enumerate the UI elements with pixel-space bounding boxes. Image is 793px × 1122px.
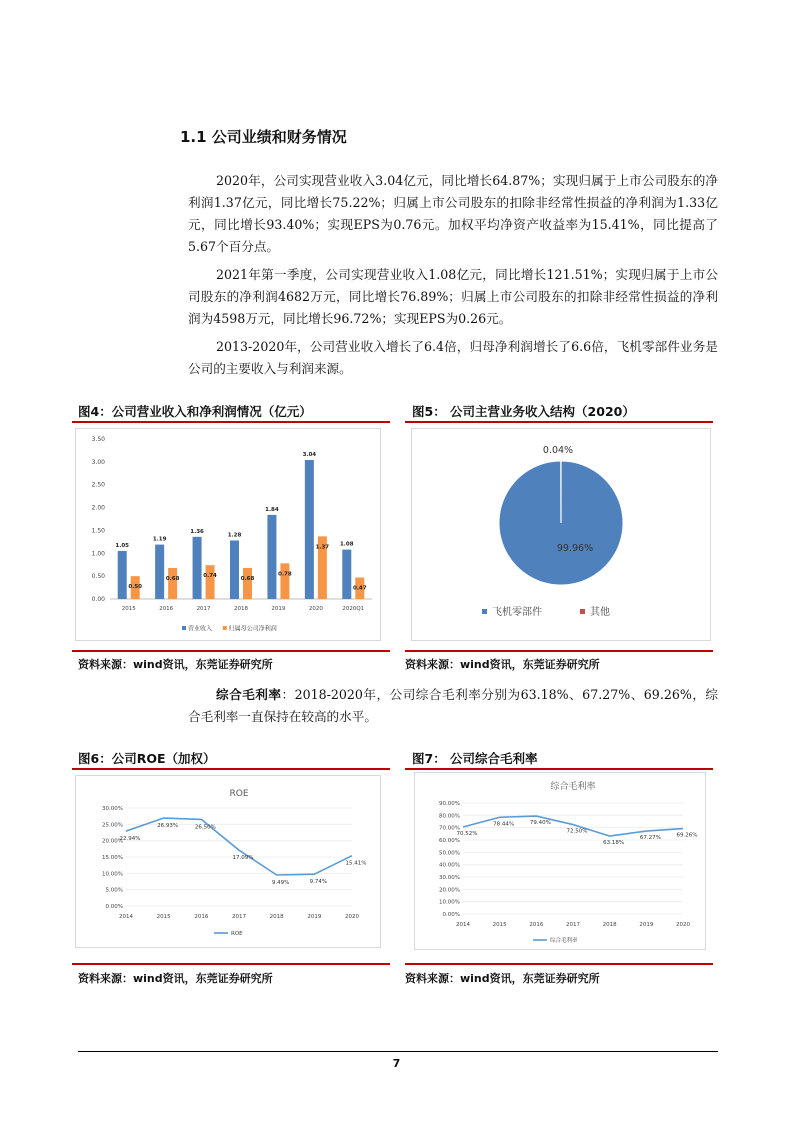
data-label: 0.68 <box>165 575 180 582</box>
fig4-bottom-rule <box>72 650 390 652</box>
data-label: 0.78 <box>278 571 292 578</box>
y-tick-label: 80.00% <box>439 813 460 820</box>
data-label: 0.50 <box>128 584 143 591</box>
fig6-bottom-rule <box>72 963 390 965</box>
revenue-structure-pie-chart <box>412 429 710 640</box>
revenue-profit-bar-chart <box>76 429 380 640</box>
chart-title: ROE <box>229 789 249 799</box>
x-tick-label: 2016 <box>159 606 174 612</box>
paragraph-gross-margin <box>188 684 718 728</box>
bar-revenue <box>155 545 164 599</box>
x-tick-label: 2016 <box>194 914 209 920</box>
fig4-source: 资料来源：wind资讯，东莞证券研究所 <box>78 658 273 671</box>
legend-label: 飞机零部件 <box>492 607 542 618</box>
fig5-bottom-rule <box>405 650 713 652</box>
pie-value-label: 0.04% <box>542 445 574 456</box>
paragraph-2020-results: 2020年，公司实现营业收入3.04亿元，同比增长64.87%；实现归属于上市公司股东的净利润1.37亿元，同比增长75.22%；归属上市公司股东的扣除非经常性损益的净利润为1.33亿元，同比增长93.40%；实现EPS为0.76元。加权平均净资产收益率为15.41%，同比提高了5.67个百分点。 <box>188 173 718 254</box>
y-tick-label: 50.00% <box>439 850 460 857</box>
x-tick-label: 2019 <box>271 606 286 612</box>
y-tick-label: 3.50 <box>91 436 105 443</box>
data-label: 15.41% <box>345 860 367 867</box>
x-tick-label: 2016 <box>529 922 544 928</box>
fig6-chart-box <box>75 775 381 948</box>
bar-revenue <box>305 460 314 599</box>
legend-swatch <box>182 626 186 630</box>
x-tick-label: 2020 <box>345 914 359 920</box>
page-number: 7 <box>392 1057 401 1070</box>
gross-margin-lead: 综合毛利率 <box>216 687 282 702</box>
fig5-top-rule <box>405 421 713 423</box>
fig7-top-rule <box>405 768 713 770</box>
y-tick-label: 30.00% <box>102 806 123 812</box>
y-tick-label: 0.00% <box>442 912 460 918</box>
x-tick-label: 2014 <box>456 922 470 928</box>
y-tick-label: 10.00% <box>102 871 123 878</box>
data-label: 22.94% <box>119 836 141 843</box>
data-label: 72.50% <box>566 828 588 835</box>
y-tick-label: 20.00% <box>102 838 123 845</box>
y-tick-label: 40.00% <box>439 862 460 869</box>
fig5-chart-box <box>411 428 711 641</box>
data-label: 79.40% <box>529 820 551 827</box>
legend-swatch <box>580 609 585 614</box>
x-tick-label: 2020Q1 <box>342 606 365 612</box>
legend-label: 归属母公司净利润 <box>228 625 277 633</box>
fig6-top-rule <box>72 768 390 770</box>
bar-net-profit <box>280 563 289 599</box>
fig7-bottom-rule <box>405 963 713 965</box>
bar-net-profit <box>206 565 215 599</box>
y-tick-label: 30.00% <box>439 875 460 881</box>
bar-revenue <box>193 537 202 599</box>
data-label: 78.44% <box>493 821 515 828</box>
x-tick-label: 2015 <box>121 606 136 612</box>
y-tick-label: 15.00% <box>102 855 123 861</box>
data-label: 1.37 <box>315 544 330 551</box>
fig4-top-rule <box>72 421 390 423</box>
legend-swatch <box>223 626 227 630</box>
x-tick-label: 2014 <box>119 914 133 920</box>
paragraph-2021q1-results: 2021年第一季度，公司实现营业收入1.08亿元，同比增长121.51%；实现归属于上市公司股东的净利润4682万元，同比增长76.89%；归属上市公司股东的扣除非经常性损益的净利润为4598万元，同比增长96.72%；实现EPS为0.26元。 <box>188 267 718 326</box>
x-tick-label: 2015 <box>156 914 171 920</box>
y-tick-label: 0.00 <box>91 596 105 603</box>
pie-value-label: 99.96% <box>556 543 594 554</box>
y-tick-label: 1.00 <box>91 550 105 558</box>
x-tick-label: 2020 <box>676 922 690 928</box>
data-label: 3.04 <box>302 452 317 459</box>
data-label: 67.27% <box>639 835 661 842</box>
bar-net-profit <box>168 568 177 599</box>
x-tick-label: 2017 <box>566 922 580 928</box>
y-tick-label: 60.00% <box>439 838 460 844</box>
x-tick-label: 2017 <box>232 914 246 920</box>
data-label: 1.84 <box>265 506 279 513</box>
x-tick-label: 2018 <box>269 914 284 920</box>
data-label: 1.28 <box>227 532 242 539</box>
data-label: 1.08 <box>339 541 354 548</box>
x-tick-label: 2015 <box>492 922 507 928</box>
gross-margin-text: ：2018-2020年，公司综合毛利率分别为63.18%、67.27%、69.26%，综合毛利率一直保持在较高的水平。 <box>188 687 719 724</box>
fig7-chart-box <box>414 772 706 950</box>
x-tick-label: 2019 <box>639 922 654 928</box>
y-tick-label: 2.00 <box>91 504 105 512</box>
data-label: 1.36 <box>190 528 204 535</box>
legend-label: ROE <box>231 931 243 937</box>
y-tick-label: 25.00% <box>102 822 123 829</box>
y-tick-label: 2.50 <box>91 481 105 489</box>
bar-revenue <box>230 540 239 599</box>
data-label: 17.09% <box>232 855 254 862</box>
y-tick-label: 10.00% <box>439 899 460 906</box>
fig6-source: 资料来源：wind资讯，东莞证券研究所 <box>78 972 273 985</box>
fig5-title: 图5： 公司主营业务收入结构（2020） <box>412 404 635 419</box>
fig5-source: 资料来源：wind资讯，东莞证券研究所 <box>405 658 600 671</box>
legend-label: 综合毛利率 <box>550 938 578 944</box>
chart-title: 综合毛利率 <box>550 782 596 792</box>
bar-revenue <box>342 550 351 599</box>
data-label: 9.49% <box>271 879 290 886</box>
fig4-title: 图4：公司营业收入和净利润情况（亿元） <box>78 404 312 419</box>
y-tick-label: 5.00% <box>105 887 123 894</box>
x-tick-label: 2018 <box>234 606 248 612</box>
fig4-chart-box <box>75 428 381 641</box>
legend-label: 其他 <box>590 607 610 618</box>
data-label: 0.68 <box>240 575 255 582</box>
x-tick-label: 2019 <box>307 914 322 920</box>
x-tick-label: 2017 <box>196 606 211 612</box>
bar-net-profit <box>243 568 252 599</box>
legend-swatch <box>482 609 487 614</box>
bar-revenue <box>118 551 127 599</box>
bar-revenue <box>267 515 276 599</box>
fig6-title: 图6：公司ROE（加权） <box>78 751 216 766</box>
y-tick-label: 70.00% <box>439 825 460 832</box>
roe-line-chart <box>76 776 380 947</box>
y-tick-label: 90.00% <box>439 801 460 807</box>
section-heading: 1.1 公司业绩和财务情况 <box>180 128 347 146</box>
data-label: 69.26% <box>676 832 698 839</box>
x-tick-label: 2018 <box>602 922 617 928</box>
footer-rule <box>78 1051 718 1052</box>
data-label: 0.47 <box>352 585 367 592</box>
y-tick-label: 0.00% <box>105 904 123 910</box>
y-tick-label: 1.50 <box>91 527 105 535</box>
data-label: 1.05 <box>115 543 130 549</box>
data-label: 1.19 <box>152 536 167 543</box>
x-tick-label: 2020 <box>308 606 323 612</box>
data-label: 26.93% <box>157 823 179 830</box>
paragraph-growth: 2013-2020年，公司营业收入增长了6.4倍，归母净利润增长了6.6倍，飞机零部件业务是公司的主要收入与利润来源。 <box>188 339 718 376</box>
y-tick-label: 0.50 <box>91 573 105 581</box>
fig7-source: 资料来源：wind资讯，东莞证券研究所 <box>405 972 600 985</box>
data-label: 0.74 <box>203 573 217 580</box>
gross-margin-line-chart <box>415 773 705 949</box>
fig7-title: 图7： 公司综合毛利率 <box>412 751 538 766</box>
data-label: 63.18% <box>603 840 625 847</box>
data-label: 9.74% <box>309 879 328 886</box>
y-tick-label: 3.00 <box>91 458 105 466</box>
data-label: 26.50% <box>194 824 216 831</box>
y-tick-label: 20.00% <box>439 887 460 894</box>
data-label: 70.52% <box>456 831 478 838</box>
legend-label: 营业收入 <box>188 625 213 633</box>
